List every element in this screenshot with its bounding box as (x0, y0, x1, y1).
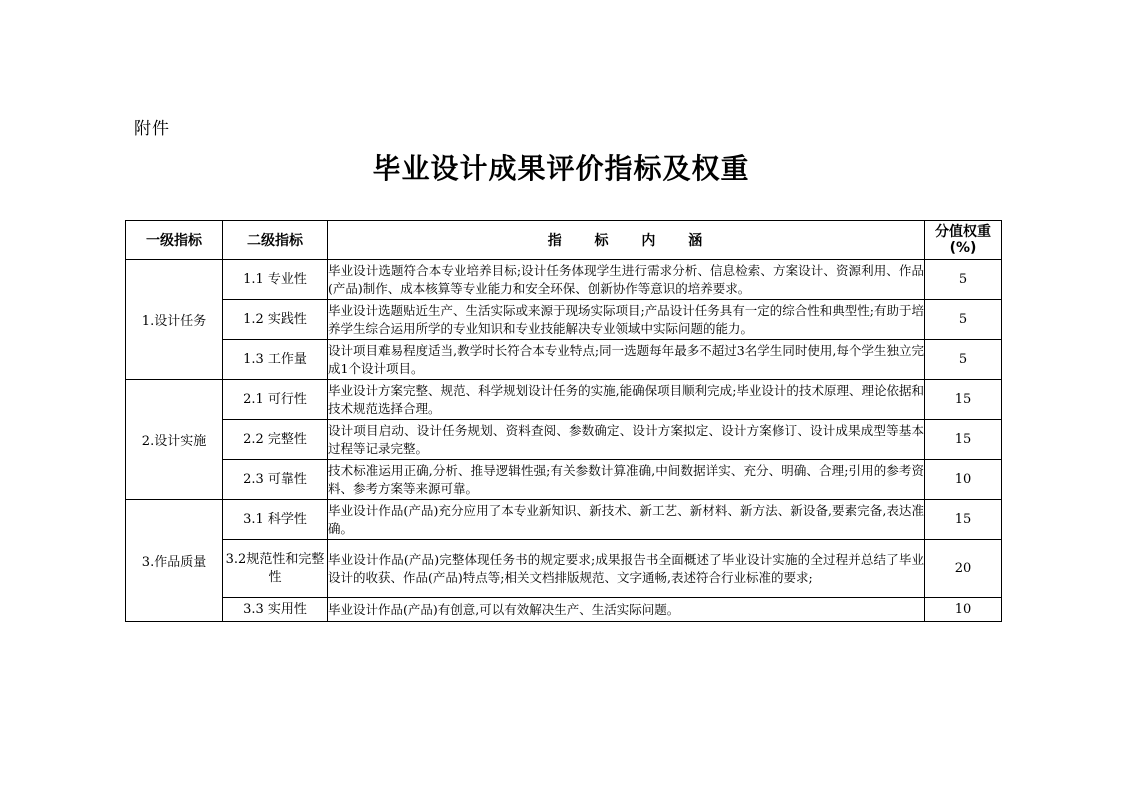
description-cell: 毕业设计作品(产品)有创意,可以有效解决生产、生活实际问题。 (328, 598, 925, 622)
description-cell: 毕业设计选题符合本专业培养目标;设计任务体现学生进行需求分析、信息检索、方案设计、资源利用、作品(产品)制作、成本核算等专业能力和安全环保、创新协作等意识的培养要求。 (328, 260, 925, 300)
level2-cell: 2.1 可行性 (223, 380, 328, 420)
table-row (126, 540, 1002, 598)
table-row (126, 380, 1002, 420)
description-cell: 毕业设计作品(产品)完整体现任务书的规定要求;成果报告书全面概述了毕业设计实施的全过程并总结了毕业设计的收获、作品(产品)特点等;相关文档排版规范、文字通畅,表述符合行业标准的要求; (328, 540, 925, 598)
level1-cell: 3.作品质量 (126, 500, 223, 622)
level2-cell: 1.1 专业性 (223, 260, 328, 300)
description-cell: 毕业设计作品(产品)充分应用了本专业新知识、新技术、新工艺、新材料、新方法、新设备,要素完备,表达准确。 (328, 500, 925, 540)
level1-cell: 1.设计任务 (126, 260, 223, 380)
description-cell: 设计项目难易程度适当,教学时长符合本专业特点;同一选题每年最多不超过3名学生同时使用,每个学生独立完成1个设计项目。 (328, 340, 925, 380)
header-weight-line1: 分值权重 (935, 224, 991, 240)
level2-cell: 1.3 工作量 (223, 340, 328, 380)
table-row (126, 260, 1002, 300)
table-row (126, 340, 1002, 380)
header-level2: 二级指标 (223, 221, 328, 260)
description-cell: 毕业设计选题贴近生产、生活实际或来源于现场实际项目;产品设计任务具有一定的综合性和典型性;有助于培养学生综合运用所学的专业知识和专业技能解决专业领域中实际问题的能力。 (328, 300, 925, 340)
level2-cell: 3.3 实用性 (223, 598, 328, 622)
header-level1: 一级指标 (126, 221, 223, 260)
level2-cell: 3.2规范性和完整性 (223, 540, 328, 598)
weight-cell: 10 (925, 460, 1002, 500)
evaluation-table (125, 220, 1002, 622)
header-weight-line2: (%) (949, 240, 977, 256)
level1-cell: 2.设计实施 (126, 380, 223, 500)
table-row (126, 420, 1002, 460)
weight-cell: 15 (925, 380, 1002, 420)
table-header-row (126, 221, 1002, 260)
weight-cell: 15 (925, 420, 1002, 460)
weight-cell: 15 (925, 500, 1002, 540)
description-cell: 设计项目启动、设计任务规划、资料查阅、参数确定、设计方案拟定、设计方案修订、设计成果成型等基本过程等记录完整。 (328, 420, 925, 460)
level2-cell: 2.2 完整性 (223, 420, 328, 460)
table-row (126, 300, 1002, 340)
weight-cell: 5 (925, 300, 1002, 340)
table-row (126, 500, 1002, 540)
document-title: 毕业设计成果评价指标及权重 (372, 152, 750, 185)
table-row (126, 598, 1002, 622)
weight-cell: 20 (925, 540, 1002, 598)
level2-cell: 1.2 实践性 (223, 300, 328, 340)
level2-cell: 2.3 可靠性 (223, 460, 328, 500)
weight-cell: 5 (925, 340, 1002, 380)
header-content: 指 标 内 涵 (328, 221, 925, 260)
weight-cell: 5 (925, 260, 1002, 300)
table-row (126, 460, 1002, 500)
description-cell: 毕业设计方案完整、规范、科学规划设计任务的实施,能确保项目顺利完成;毕业设计的技术原理、理论依据和技术规范选择合理。 (328, 380, 925, 420)
header-weight (925, 221, 1002, 260)
description-cell: 技术标准运用正确,分析、推导逻辑性强;有关参数计算准确,中间数据详实、充分、明确、合理;引用的参考资料、参考方案等来源可靠。 (328, 460, 925, 500)
attachment-label: 附件 (134, 119, 170, 139)
level2-cell: 3.1 科学性 (223, 500, 328, 540)
weight-cell: 10 (925, 598, 1002, 622)
